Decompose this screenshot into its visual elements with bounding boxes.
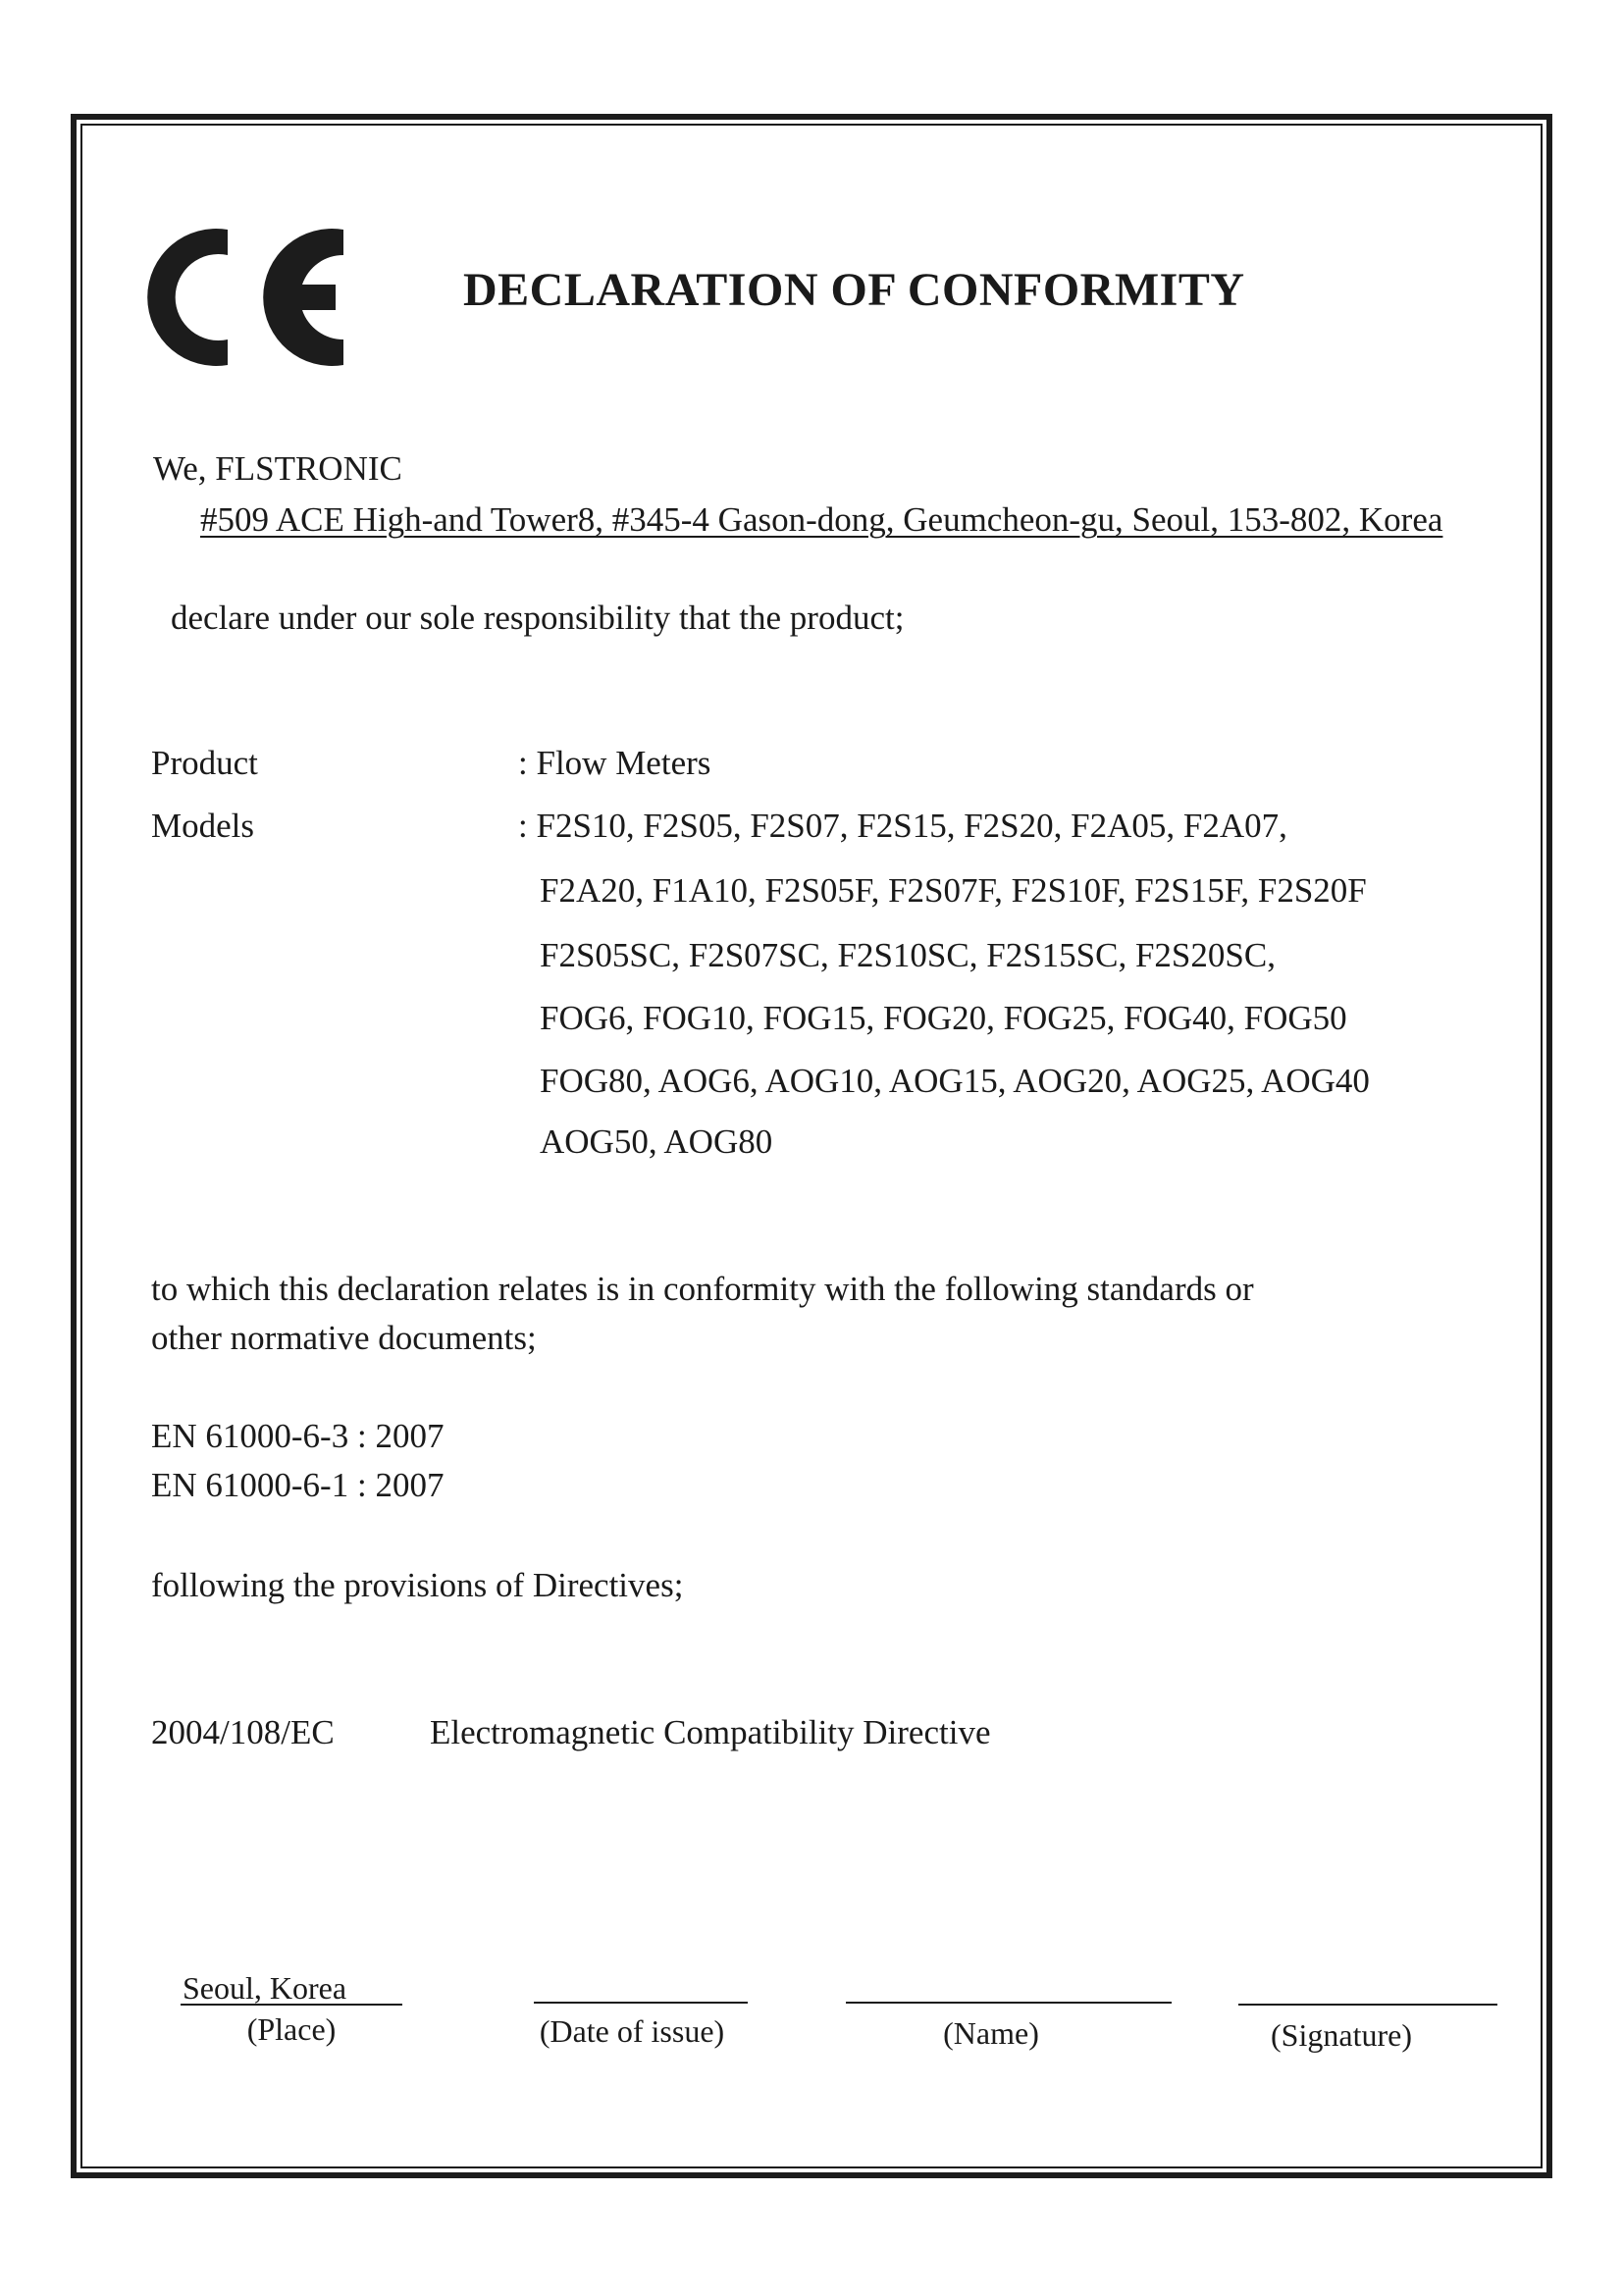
name-line bbox=[846, 2002, 1172, 2004]
conformity-statement-line-1: to which this declaration relates is in conformity with the following standards or bbox=[151, 1270, 1254, 1308]
models-line: F2S05SC, F2S07SC, F2S10SC, F2S15SC, F2S20SC, bbox=[540, 936, 1276, 974]
product-label: Product bbox=[151, 744, 258, 782]
product-value: : Flow Meters bbox=[518, 744, 711, 782]
name-label: (Name) bbox=[943, 2015, 1039, 2051]
declare-statement: declare under our sole responsibility that the product; bbox=[171, 599, 905, 637]
models-line: FOG80, AOG6, AOG10, AOG15, AOG20, AOG25, AOG40 bbox=[540, 1062, 1370, 1100]
company-line: We, FLSTRONIC bbox=[153, 449, 402, 488]
models-line: FOG6, FOG10, FOG15, FOG20, FOG25, FOG40, FOG50 bbox=[540, 999, 1347, 1037]
models-line: : F2S10, F2S05, F2S07, F2S15, F2S20, F2A05, F2A07, bbox=[518, 807, 1287, 845]
date-line bbox=[534, 2002, 748, 2004]
standard-item: EN 61000-6-1 : 2007 bbox=[151, 1466, 445, 1504]
provisions-statement: following the provisions of Directives; bbox=[151, 1566, 684, 1604]
ce-mark-logo bbox=[147, 224, 353, 371]
signature-line bbox=[1238, 2004, 1497, 2006]
date-label: (Date of issue) bbox=[539, 2013, 725, 2049]
directive-code: 2004/108/EC bbox=[151, 1713, 335, 1751]
company-address: #509 ACE High-and Tower8, #345-4 Gason-dong, Geumcheon-gu, Seoul, 153-802, Korea bbox=[200, 500, 1443, 539]
conformity-statement-line-2: other normative documents; bbox=[151, 1319, 537, 1357]
place-label: (Place) bbox=[246, 2011, 337, 2047]
directive-name: Electromagnetic Compatibility Directive bbox=[430, 1713, 991, 1751]
signature-label: (Signature) bbox=[1271, 2017, 1412, 2053]
place-line bbox=[181, 2004, 402, 2006]
models-line: AOG50, AOG80 bbox=[540, 1122, 773, 1161]
place-value: Seoul, Korea bbox=[183, 1970, 347, 2006]
models-line: F2A20, F1A10, F2S05F, F2S07F, F2S10F, F2S15F, F2S20F bbox=[540, 871, 1367, 910]
standard-item: EN 61000-6-3 : 2007 bbox=[151, 1417, 445, 1455]
page-title: DECLARATION OF CONFORMITY bbox=[463, 264, 1245, 316]
inner-border bbox=[80, 124, 1543, 2168]
models-label: Models bbox=[151, 807, 254, 845]
